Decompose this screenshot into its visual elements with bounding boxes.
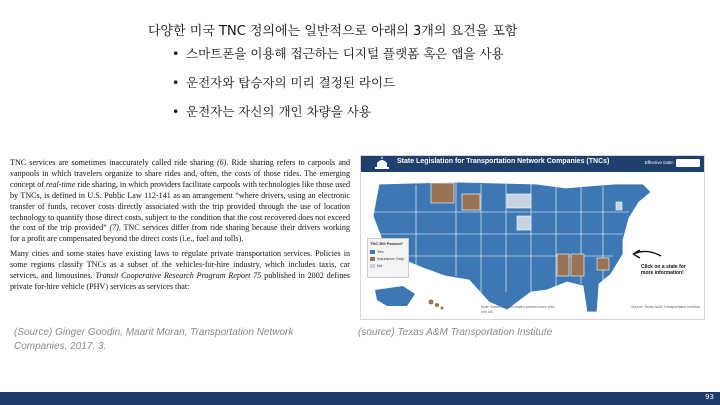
list-item [172,104,504,120]
state-insurance-only[interactable] [571,254,584,276]
tnc-legislation-map [361,172,704,319]
legend-swatch [370,264,375,268]
state-insurance-only[interactable] [557,254,569,276]
excerpt-paragraph-1: TNC services are sometimes inaccurately called ride sharing (6). Ride sharing refers to carpools and vanpools in which travelers organize to share rides and, often, the costs of those rides. The emerging concept of real-time ride sharing, in which providers facilitate carpools with technologies like those used by TNCs, is defined in U.S. Public Law 112-141 as an arrangement “where drivers, using an electronic transfer of funds, recover costs directly associated with the trip provided through the use of location technology to quantify those direct costs, subject to the condition that the cost recovered does not exceed the cost of the trip provided” (7). TNC services differ from ride sharing because their drivers working for a profit are compensated beyond the direct costs (i.e., fuel and tolls). [10,158,351,244]
page-number: 93 [705,393,714,401]
effective-date-select[interactable] [676,159,700,167]
bullet-text: 운전자와 탑승자의 미리 결정된 라이드 [186,75,396,90]
state-not-passed[interactable] [507,194,531,208]
arrow-head-icon [633,250,640,258]
legend-item: Yes [370,249,406,254]
footer-bar [0,392,720,405]
state-not-passed[interactable] [517,216,531,230]
list-item [172,46,504,62]
state-hawaii[interactable] [441,307,444,310]
bullet-marker: • [172,104,180,119]
legend-swatch [370,257,375,261]
source-caption-left: (Source) Ginger Goodin, Maarit Moran, Transportation Network Companies, 2017. 3. [14,327,294,352]
list-item [172,75,504,91]
legend-item: Insurance Only [370,256,406,261]
slide-heading: 다양한 미국 TNC 정의에는 일반적으로 아래의 3개의 요건을 포함 [148,24,518,39]
map-legend [367,238,409,278]
map-source: Source: Texas A&M Transportation Institute [631,305,700,309]
capitol-dome-icon [371,156,393,172]
state-hawaii[interactable] [429,300,434,305]
state-insurance-only[interactable] [597,258,609,270]
map-callout: Click on a state for more information! [641,264,686,276]
bullet-text: 스마트폰을 이용해 접근하는 디지털 플랫폼 혹은 앱을 사용 [186,46,504,61]
legend-item: No [370,263,406,268]
bullet-text: 운전자는 자신의 개인 차량을 사용 [186,104,371,119]
effective-date-label: Effective Date: [644,160,674,165]
source-caption-right: (source) Texas A&M Transportation Institute [358,327,553,338]
bullet-marker: • [172,46,180,61]
map-header [361,156,704,172]
state-insurance-only[interactable] [462,194,480,210]
legend-swatch [370,250,375,254]
excerpt-paragraph-2: Many cities and some states have existing laws to regulate private transportation services. Policies in some regions classify TNCs as a subset of the vehicles-for-hire industry, which includes taxis, car services, and limousines. Transit Cooperative Research Program Report 75 published in 2002 defines private for-hire vehicle (PHV) services as services that: [10,249,350,291]
requirements-list [172,46,504,133]
map-panel [360,155,705,320]
map-note: Note: Darker-shaded states passed more than one bill. [481,305,555,314]
state-hawaii[interactable] [435,303,439,307]
document-excerpt [10,158,350,297]
state-not-passed[interactable] [616,202,622,210]
state-insurance-only[interactable] [431,183,454,203]
bullet-marker: • [172,75,180,90]
legend-title: TNC Bill Passed? [370,241,404,246]
map-title: State Legislation for Transportation Network Companies (TNCs) [397,158,610,165]
state-alaska[interactable] [375,286,415,306]
